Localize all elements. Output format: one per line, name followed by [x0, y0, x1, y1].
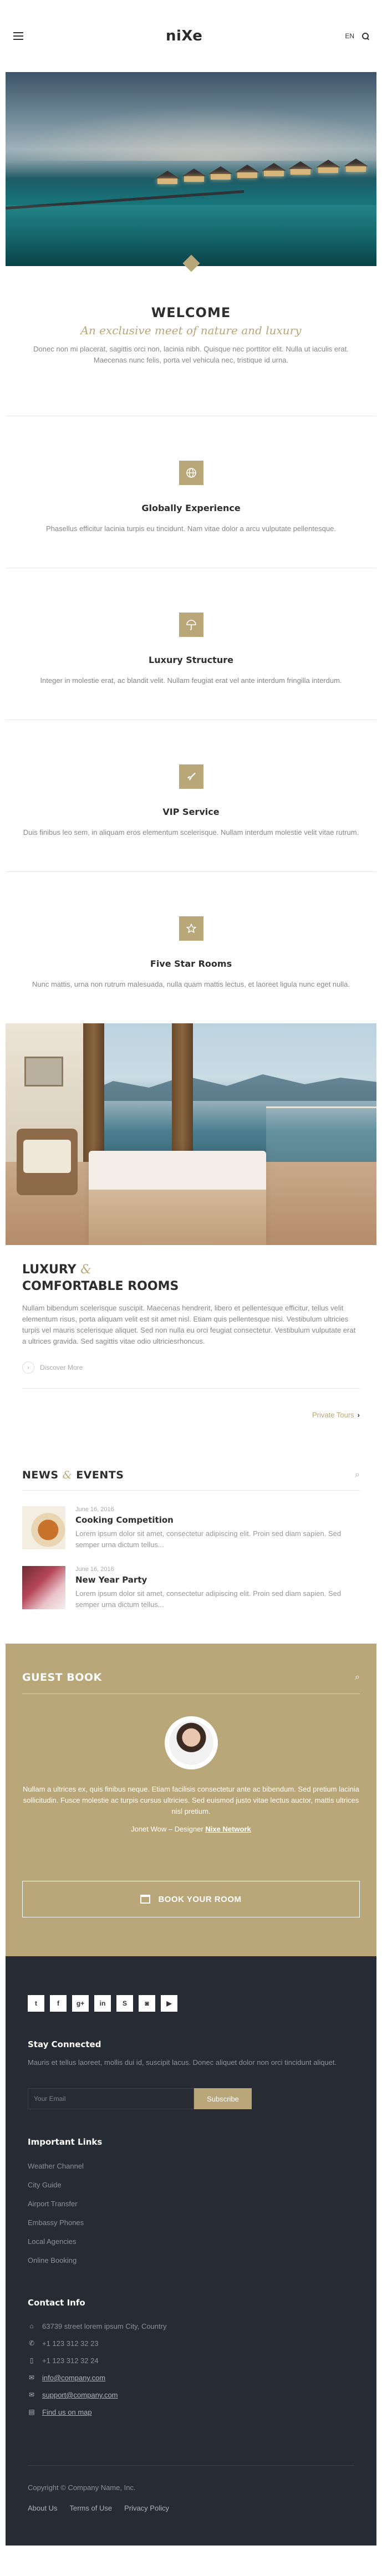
- bottom-links: [28, 2504, 354, 2512]
- terms-link[interactable]: Terms of Use: [69, 2504, 113, 2512]
- logo[interactable]: niXe: [165, 28, 203, 44]
- map-icon: ▤: [28, 2408, 35, 2416]
- feature-title: VIP Service: [162, 807, 220, 817]
- luxury-title-line1: LUXURY: [22, 1263, 77, 1277]
- feature-global: [0, 416, 382, 568]
- author-link[interactable]: Nixe Network: [205, 1825, 251, 1833]
- luxury-section: [0, 1245, 382, 1430]
- divider: [28, 2465, 354, 2466]
- chevron-right-icon: ›: [22, 1361, 34, 1374]
- luxury-text: Nullam bibendum scelerisque suscipit. Maecenas hendrerit, libero et pellentesque efficitur, tellus velit elementum risus, porta aliquam velit est sit amet nisl. Etiam quis pellentesque nisi. Vestibulum ultricies turpis vel mauris scelerisque aliquet. Sed non nulla eu orci feugiat consectetur. Vestibulum vulputate erat a ultrices gravida. Sed sagittis vitae odio ultriciesrhoncus.: [22, 1304, 356, 1345]
- header-actions: [345, 32, 369, 40]
- news-excerpt: Lorem ipsum dolor sit amet, consectetur adipiscing elit. Proin sed diam sapien. Sed semper urna dictum tellus...: [75, 1589, 342, 1609]
- support-email-link[interactable]: support@company.com: [42, 2391, 118, 2399]
- news-section: [0, 1430, 382, 1644]
- contact-address: [28, 2318, 354, 2335]
- feature-text: Integer in molestie erat, ac blandit velit. Nullam feugiat erat vel ante interdum fringilla interdum.: [40, 676, 342, 685]
- news-header: [22, 1469, 360, 1481]
- important-links: [28, 2157, 354, 2270]
- news-date: June 16, 2016: [75, 1506, 114, 1513]
- avatar: [165, 1716, 218, 1769]
- news-title-part1: NEWS: [22, 1469, 59, 1481]
- youtube-icon[interactable]: ▶: [161, 1995, 177, 2012]
- contact-info-title: Contact Info: [28, 2298, 85, 2308]
- social-links: [28, 1995, 354, 2012]
- feature-title: Luxury Structure: [149, 655, 233, 665]
- stay-connected-title: Stay Connected: [28, 2039, 101, 2049]
- globe-icon: [179, 461, 203, 485]
- address-text: 63739 street lorem ipsum City, Country: [42, 2322, 167, 2330]
- guestbook-title: GUEST BOOK: [22, 1671, 102, 1684]
- footer-link[interactable]: Weather Channel: [28, 2162, 84, 2170]
- guestbook-header: [22, 1671, 360, 1684]
- about-us-link[interactable]: About Us: [28, 2504, 58, 2512]
- privacy-link[interactable]: Privacy Policy: [124, 2504, 169, 2512]
- news-date: June 16, 2016: [75, 1566, 114, 1573]
- skype-icon[interactable]: S: [116, 1995, 133, 2012]
- news-item[interactable]: [22, 1506, 360, 1550]
- news-item[interactable]: [22, 1566, 360, 1610]
- twitter-icon[interactable]: t: [28, 1995, 44, 2012]
- facebook-icon[interactable]: f: [50, 1995, 67, 2012]
- news-title[interactable]: New Year Party: [75, 1575, 147, 1585]
- contact-phone: [28, 2335, 354, 2352]
- discover-more-link[interactable]: [22, 1361, 360, 1374]
- author-name: Jonet Wow – Designer: [131, 1825, 203, 1833]
- menu-icon[interactable]: [13, 32, 23, 40]
- language-selector[interactable]: EN: [345, 32, 354, 40]
- footer-link[interactable]: Embassy Phones: [28, 2218, 84, 2227]
- feature-vip: [0, 720, 382, 871]
- divider: [22, 1693, 360, 1694]
- luxury-title-amp: &: [80, 1263, 91, 1277]
- instagram-icon[interactable]: ◙: [139, 1995, 155, 2012]
- feature-rooms: [0, 872, 382, 1023]
- contact-info: [28, 2318, 354, 2421]
- stay-connected-text: Mauris et tellus laoreet, mollis dui id, suscipit lacus. Donec aliquet dolor non orci tincidunt aliquet.: [28, 2058, 337, 2067]
- book-room-button[interactable]: [22, 1881, 360, 1917]
- footer-link[interactable]: Local Agencies: [28, 2237, 77, 2246]
- google-plus-icon[interactable]: g+: [72, 1995, 89, 2012]
- email-link[interactable]: info@company.com: [42, 2374, 106, 2382]
- news-title-amp: &: [62, 1469, 73, 1481]
- news-thumbnail[interactable]: [22, 1566, 65, 1609]
- umbrella-icon: [179, 613, 203, 637]
- calendar-icon: [140, 1895, 150, 1904]
- map-link[interactable]: Find us on map: [42, 2408, 92, 2416]
- private-tours-link[interactable]: [22, 1411, 360, 1419]
- phone-icon: ✆: [28, 2339, 35, 2347]
- important-links-title: Important Links: [28, 2137, 103, 2147]
- news-title: [22, 1469, 124, 1481]
- discover-more-label: Discover More: [40, 1364, 83, 1371]
- room-image: [6, 1023, 376, 1245]
- copyright: Copyright © Company Name, Inc.: [28, 2483, 136, 2492]
- paperclip-icon[interactable]: ⌕: [355, 1672, 360, 1682]
- home-icon: ⌂: [29, 2322, 34, 2330]
- feature-structure: [0, 568, 382, 720]
- email-field[interactable]: [28, 2088, 194, 2109]
- footer-link[interactable]: City Guide: [28, 2181, 62, 2189]
- linkedin-icon[interactable]: in: [94, 1995, 111, 2012]
- welcome-text: Donec non mi placerat, sagittis orci non, lacinia nibh. Quisque nec porttitor elit. Nulla ut iaculis erat. Maecenas nunc felis, porta vel vehicula nec, tristique id urna.: [33, 345, 349, 364]
- feature-title: Five Star Rooms: [150, 958, 232, 969]
- paperclip-icon[interactable]: ⌕: [355, 1470, 360, 1480]
- guestbook-section: [6, 1644, 376, 1956]
- testimonial-author: [22, 1825, 360, 1833]
- rocket-icon: [179, 764, 203, 789]
- feature-text: Duis finibus leo sem, in aliquam eros elementum scelerisque. Nullam interdum molestie velit vitae rutrum.: [23, 828, 359, 836]
- feature-text: Phasellus efficitur lacinia turpis eu tincidunt. Nam vitae dolor a arcu vulputate pellentesque.: [46, 524, 336, 533]
- news-title[interactable]: Cooking Competition: [75, 1515, 174, 1525]
- footer: [6, 1956, 376, 2546]
- mobile-icon: ▯: [29, 2356, 34, 2364]
- contact-support: [28, 2386, 354, 2404]
- divider: [22, 1388, 360, 1389]
- welcome-title: WELCOME: [151, 305, 231, 320]
- contact-mobile: [28, 2352, 354, 2369]
- star-icon: [179, 916, 203, 941]
- chevron-right-icon: ›: [357, 1411, 360, 1419]
- contact-map: [28, 2404, 354, 2421]
- hero-image: [6, 72, 376, 266]
- footer-link[interactable]: Airport Transfer: [28, 2200, 78, 2208]
- news-excerpt: Lorem ipsum dolor sit amet, consectetur adipiscing elit. Proin sed diam sapien. Sed semper urna dictum tellus...: [75, 1529, 342, 1549]
- header: [0, 0, 382, 72]
- news-thumbnail[interactable]: [22, 1506, 65, 1549]
- luxury-title: [22, 1262, 360, 1295]
- mobile-text: +1 123 312 32 24: [42, 2356, 99, 2365]
- luxury-title-line2: COMFORTABLE ROOMS: [22, 1279, 179, 1293]
- testimonial-quote: Nullam a ultrices ex, quis finibus neque. Etiam facilisis consectetur ante ac bibendum. Sed pretium lacinia sollicitudin. Fusce molestie ac turpis cursus ultricies. Sed euismod justo vitae lectus auctor, mattis ultrices nisl pretium.: [23, 1785, 359, 1815]
- news-title-part2: EVENTS: [76, 1469, 124, 1481]
- divider: [22, 1490, 360, 1491]
- book-room-label: BOOK YOUR ROOM: [158, 1894, 242, 1904]
- envelope-icon: ✉: [28, 2374, 35, 2381]
- welcome-section: [0, 266, 382, 382]
- feature-title: Globally Experience: [141, 503, 241, 513]
- feature-text: Nunc mattis, urna non rutrum malesuada, nulla quam mattis lectus, et laoreet ligula nunc eget nulla.: [32, 980, 350, 988]
- subscribe-button[interactable]: Subscribe: [194, 2088, 252, 2109]
- news-body: [75, 1566, 360, 1610]
- phone-text: +1 123 312 32 23: [42, 2339, 99, 2348]
- subscribe-form: [28, 2088, 354, 2109]
- envelope-icon: ✉: [28, 2391, 35, 2399]
- welcome-tagline: An exclusive meet of nature and luxury: [80, 324, 302, 337]
- search-icon[interactable]: [362, 33, 369, 39]
- footer-link[interactable]: Online Booking: [28, 2256, 77, 2264]
- contact-email: [28, 2369, 354, 2386]
- news-body: [75, 1506, 360, 1550]
- private-tours-label: Private Tours: [312, 1411, 354, 1419]
